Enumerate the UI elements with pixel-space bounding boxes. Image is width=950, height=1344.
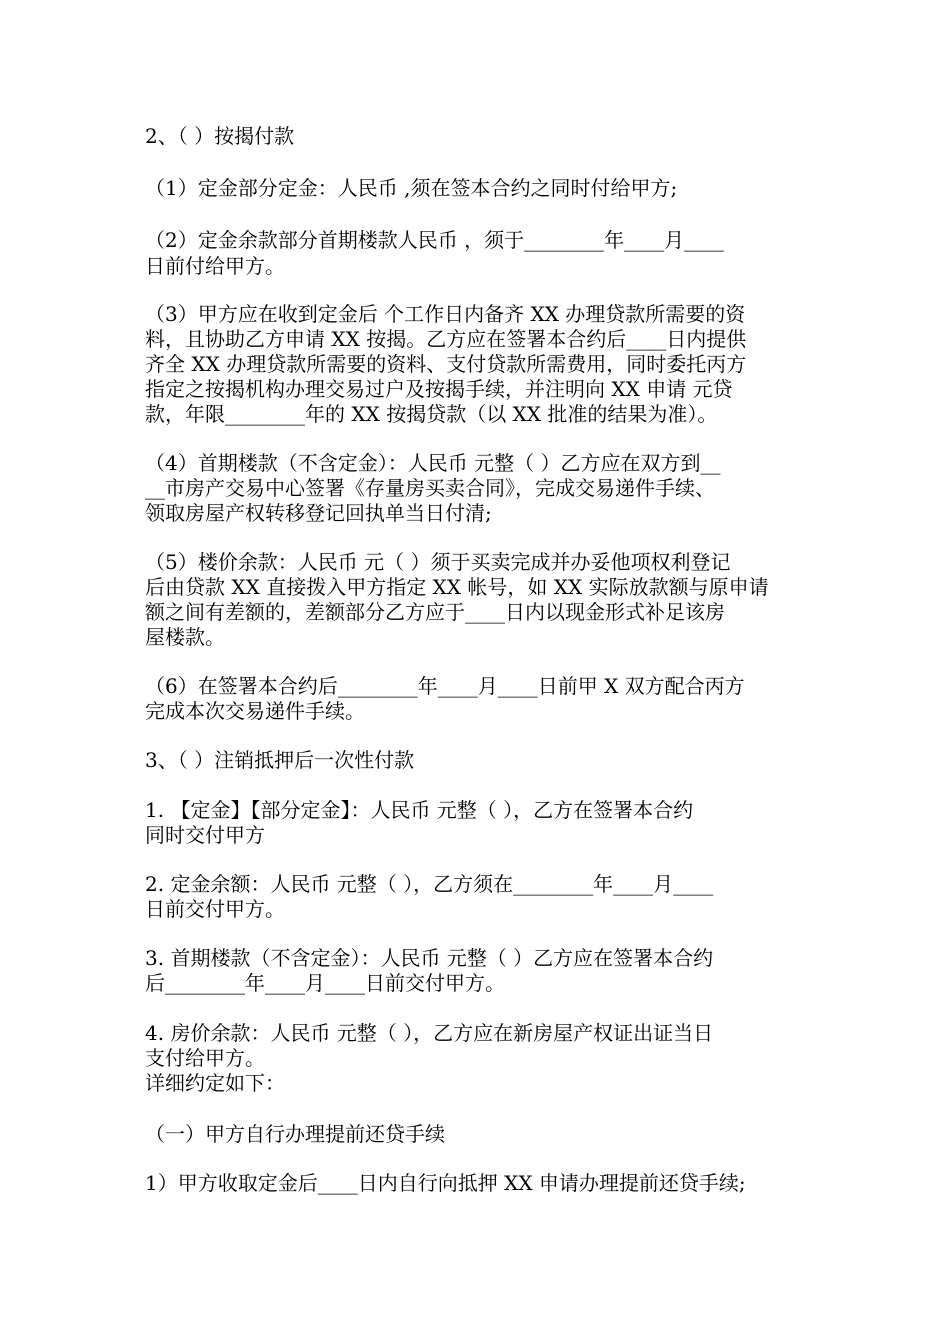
item-3-first-payment-line-1: 3. 首期楼款（不含定金）：人民币 元整（ ）乙方应在签署本合约	[145, 946, 714, 970]
clause-3-loan-line-5: 款，年限________年的 XX 按揭贷款（以 XX 批准的结果为准）。	[145, 402, 718, 426]
clause-2-deposit-balance-line-1: （2）定金余款部分首期楼款人民币 ，须于________年____月____	[145, 228, 725, 252]
clause-4-first-payment-line-3: 领取房屋产权转移登记回执单当日付清;	[145, 501, 492, 525]
clause-3-loan-line-1: （3）甲方应在收到定金后 个工作日内备齐 XX 办理贷款所需要的资	[145, 302, 746, 326]
item-2-deposit-balance-line-2: 日前交付甲方。	[145, 897, 285, 921]
item-4-balance-line-1: 4. 房价余款：人民币 元整（ ），乙方应在新房屋产权证出证当日	[145, 1021, 714, 1045]
clause-3-loan-line-3: 齐全 XX 办理贷款所需要的资料、支付贷款所需费用，同时委托丙方	[145, 352, 747, 376]
item-1-deposit-line-1: 1. 【定金】【部分定金】：人民币 元整（ ），乙方在签署本合约	[145, 798, 694, 822]
section-heading-lump-sum-payment: 3、（ ）注销抵押后一次性付款	[145, 748, 415, 772]
early-repayment-item-1: 1）甲方收取定金后____日内自行向抵押 XX 申请办理提前还贷手续;	[145, 1171, 746, 1195]
item-1-deposit-line-2: 同时交付甲方	[145, 823, 265, 847]
clause-2-deposit-balance-line-2: 日前付给甲方。	[145, 254, 285, 278]
clause-4-first-payment-line-1: （4）首期楼款（不含定金）：人民币 元整（ ）乙方应在双方到__	[145, 451, 721, 475]
subsection-heading-early-repayment: （一）甲方自行办理提前还贷手续	[145, 1122, 445, 1146]
clause-1-deposit: （1）定金部分定金：人民币 ,须在签本合约之同时付给甲方;	[145, 176, 678, 200]
clause-5-balance-line-2: 后由贷款 XX 直接拨入甲方指定 XX 帐号，如 XX 实际放款额与原申请	[145, 575, 769, 599]
clause-5-balance-line-3: 额之间有差额的，差额部分乙方应于____日内以现金形式补足该房	[145, 600, 725, 624]
clause-3-loan-line-4: 指定之按揭机构办理交易过户及按揭手续，并注明向 XX 申请 元贷	[145, 377, 733, 401]
section-heading-mortgage-payment: 2、（ ）按揭付款	[145, 124, 295, 148]
clause-4-first-payment-line-2: __市房产交易中心签署《存量房买卖合同》，完成交易递件手续、	[145, 476, 715, 500]
clause-3-loan-line-2: 料，且协助乙方申请 XX 按揭。乙方应在签署本合约后____日内提供	[145, 327, 747, 351]
item-2-deposit-balance-line-1: 2. 定金余额：人民币 元整（ ），乙方须在________年____月____	[145, 872, 714, 896]
item-3-first-payment-line-2: 后________年____月____日前交付甲方。	[145, 971, 505, 995]
clause-5-balance-line-4: 屋楼款。	[145, 625, 225, 649]
clause-6-filing-line-2: 完成本次交易递件手续。	[145, 699, 365, 723]
item-4-balance-line-2: 支付给甲方。	[145, 1046, 265, 1070]
clause-6-filing-line-1: （6）在签署本合约后________年____月____日前甲 X 双方配合丙方	[145, 674, 745, 698]
details-intro: 详细约定如下：	[145, 1071, 285, 1095]
clause-5-balance-line-1: （5）楼价余款：人民币 元（ ）须于买卖完成并办妥他项权利登记	[145, 550, 731, 574]
